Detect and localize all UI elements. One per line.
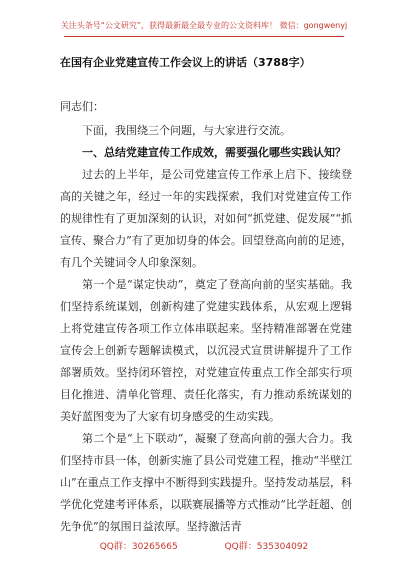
document-title: 在国有企业党建宣传工作会议上的讲话（3788字） (60, 56, 311, 69)
salutation: 同志们： (60, 100, 104, 113)
footer-qq-group-2: QQ群：535304092 (224, 542, 309, 552)
document-body (60, 96, 352, 538)
page-header-banner: 关注头条号“公文研究”，获得最新最全最专业的公文资料库！ 微信：gongwenyj (60, 21, 348, 30)
body-paragraph-1: 过去的上半年，是公司党建宣传工作承上启下、接续登高的关键之年，经过一年的实践探索，我们对党建宣传工作的规律性有了更加深刻的认识，对如何“抓党建、促发展”“抓宣传、聚合力”有了更加切身的体会。回望登高向前的足迹，有几个关键词令人印象深刻。 (60, 168, 352, 269)
body-paragraph-2: 第一个是“谋定快动”，奠定了登高向前的坚实基础。我们坚持系统谋划，创新构建了党建实践体系，从宏观上逻辑上将党建宣传各项工作立体串联起来。坚持精准部署在党建宣传会上创新专题解读模式，以沉浸式宣贯讲解提升了工作部署质效。坚持闭环管控，对党建宣传重点工作全部实行项目化推进、清单化管理、责任化落实，有力推动系统谋划的美好蓝图变为了大家有切身感受的生动实践。 (60, 278, 352, 423)
intro-paragraph: 下面，我围绕三个问题，与大家进行交流。 (82, 124, 291, 137)
section-heading-1: 一、总结党建宣传工作成效，需要强化哪些实践认知？ (82, 146, 346, 159)
body-paragraph-3: 第二个是“上下联动”，凝聚了登高向前的强大合力。我们坚持市县一体，创新实施了县公司党建工程，推动“半壁江山”在重点工作支撑中不断得到实践提升。坚持发动基层，科学优化党建考评体系，以联赛展播等方式推动“比学赶超、创先争优”的氛围日益浓厚。坚持激活青 (60, 432, 352, 533)
footer-qq-group-1: QQ群：30265665 (99, 542, 178, 552)
page-footer (0, 539, 408, 552)
header-divider (64, 36, 344, 37)
